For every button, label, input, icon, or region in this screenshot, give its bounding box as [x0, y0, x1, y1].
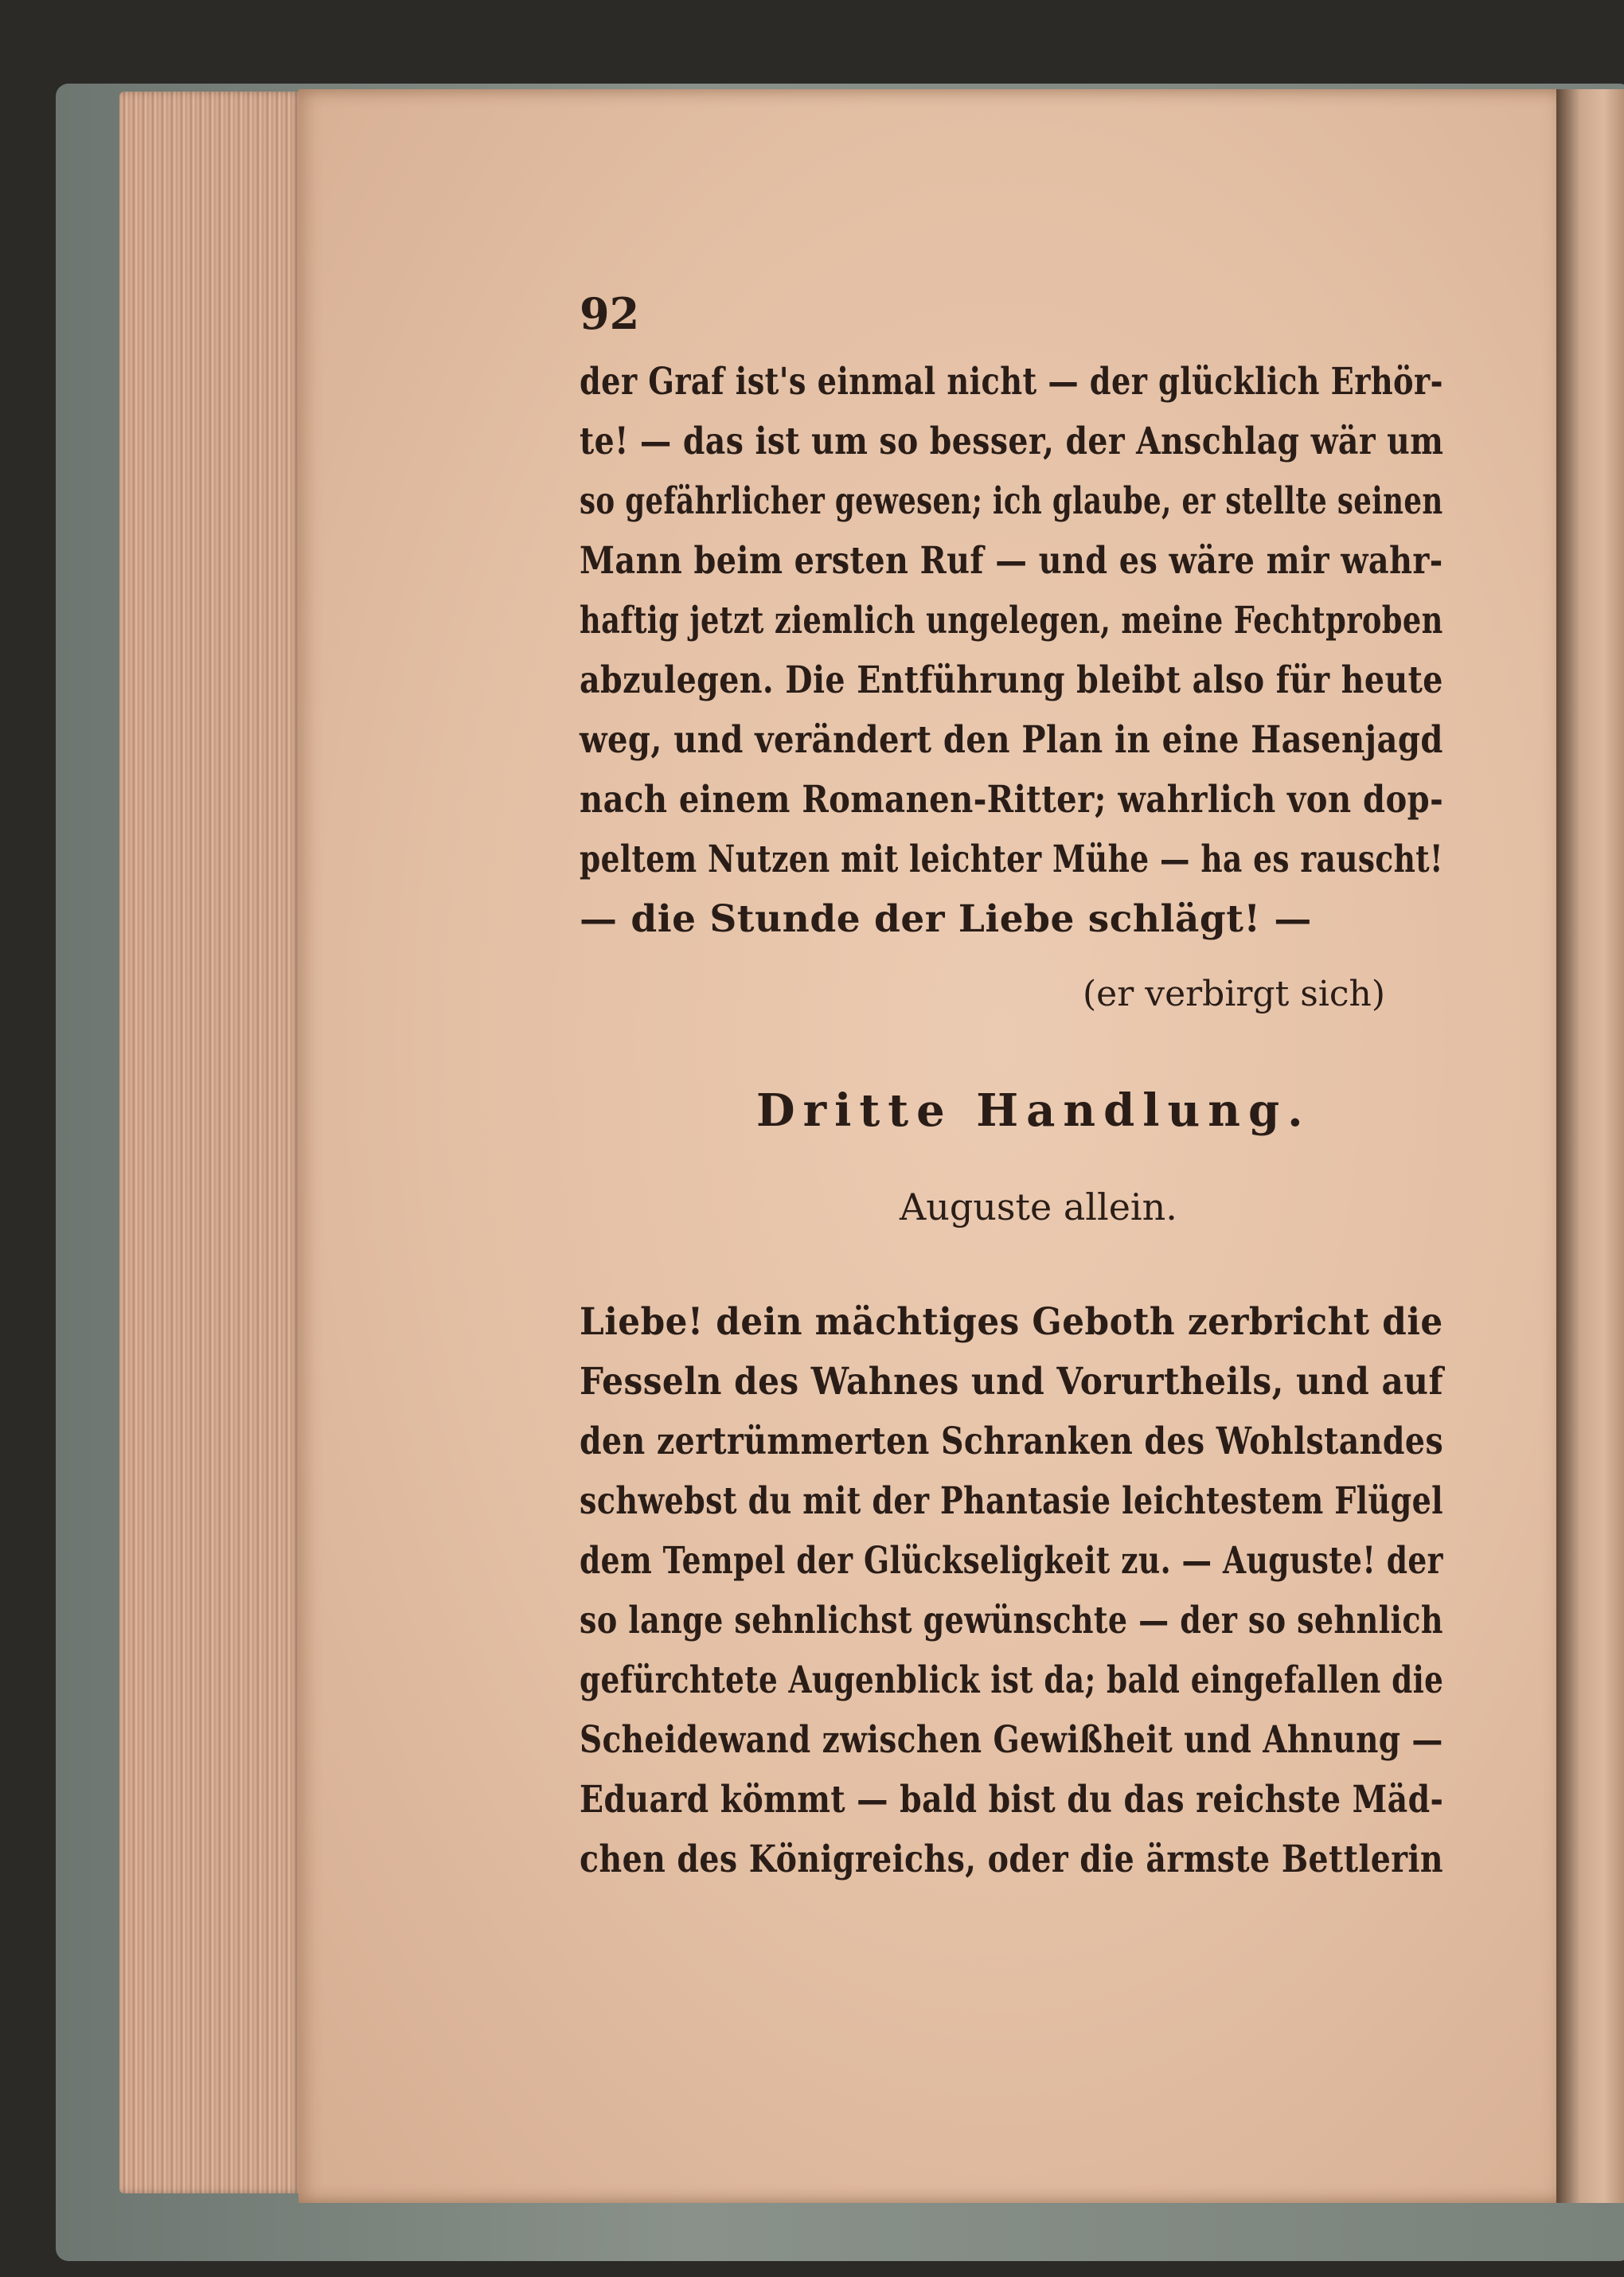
page-edges	[119, 92, 303, 2193]
book-page	[299, 89, 1572, 2203]
page-gutter	[1556, 89, 1624, 2203]
text-line: den zertrümmerten Schranken des Wohlstandes	[580, 1420, 1444, 1463]
scene-subheading: Auguste allein.	[900, 1185, 1177, 1228]
text-line: peltem Nutzen mit leichter Mühe — ha es rauscht!	[580, 838, 1443, 881]
text-line: Liebe! dein mächtiges Geboth zerbricht die	[580, 1300, 1443, 1344]
text-line: Scheidewand zwischen Gewißheit und Ahnung —	[580, 1718, 1443, 1762]
text-line: weg, und verändert den Plan in eine Hasenjagd	[580, 718, 1443, 762]
text-line: schwebst du mit der Phantasie leichtestem Flügel	[580, 1479, 1444, 1523]
stage-direction: (er verbirgt sich)	[1083, 974, 1386, 1014]
text-line: Eduard kömmt — bald bist du das reichste Mäd-	[580, 1778, 1444, 1822]
text-line: chen des Königreichs, oder die ärmste Bettlerin	[580, 1838, 1444, 1881]
text-line: haftig jetzt ziemlich ungelegen, meine Fechtproben	[580, 599, 1443, 642]
text-line: nach einem Romanen-Ritter; wahrlich von dop-	[580, 778, 1444, 822]
scene-heading: Dritte Handlung.	[756, 1084, 1311, 1137]
text-line: Fesseln des Wahnes und Vorurtheils, und auf	[580, 1360, 1444, 1404]
text-line: so lange sehnlichst gewünschte — der so sehnlich	[580, 1599, 1443, 1642]
text-line: der Graf ist's einmal nicht — der glücklich Erhör-	[580, 360, 1443, 404]
text-line: gefürchtete Augenblick ist da; bald eingefallen die	[580, 1658, 1444, 1702]
text-line: so gefährlicher gewesen; ich glaube, er stellte seinen	[580, 479, 1443, 523]
page-number: 92	[580, 288, 640, 339]
text-line: — die Stunde der Liebe schlägt! —	[580, 897, 1312, 941]
text-line: dem Tempel der Glückseligkeit zu. — Auguste! der	[580, 1539, 1443, 1583]
text-line: abzulegen. Die Entführung bleibt also für heute	[580, 658, 1443, 702]
text-line: te! — das ist um so besser, der Anschlag wär um	[580, 420, 1444, 463]
text-line: Mann beim ersten Ruf — und es wäre mir wahr-	[580, 539, 1443, 583]
